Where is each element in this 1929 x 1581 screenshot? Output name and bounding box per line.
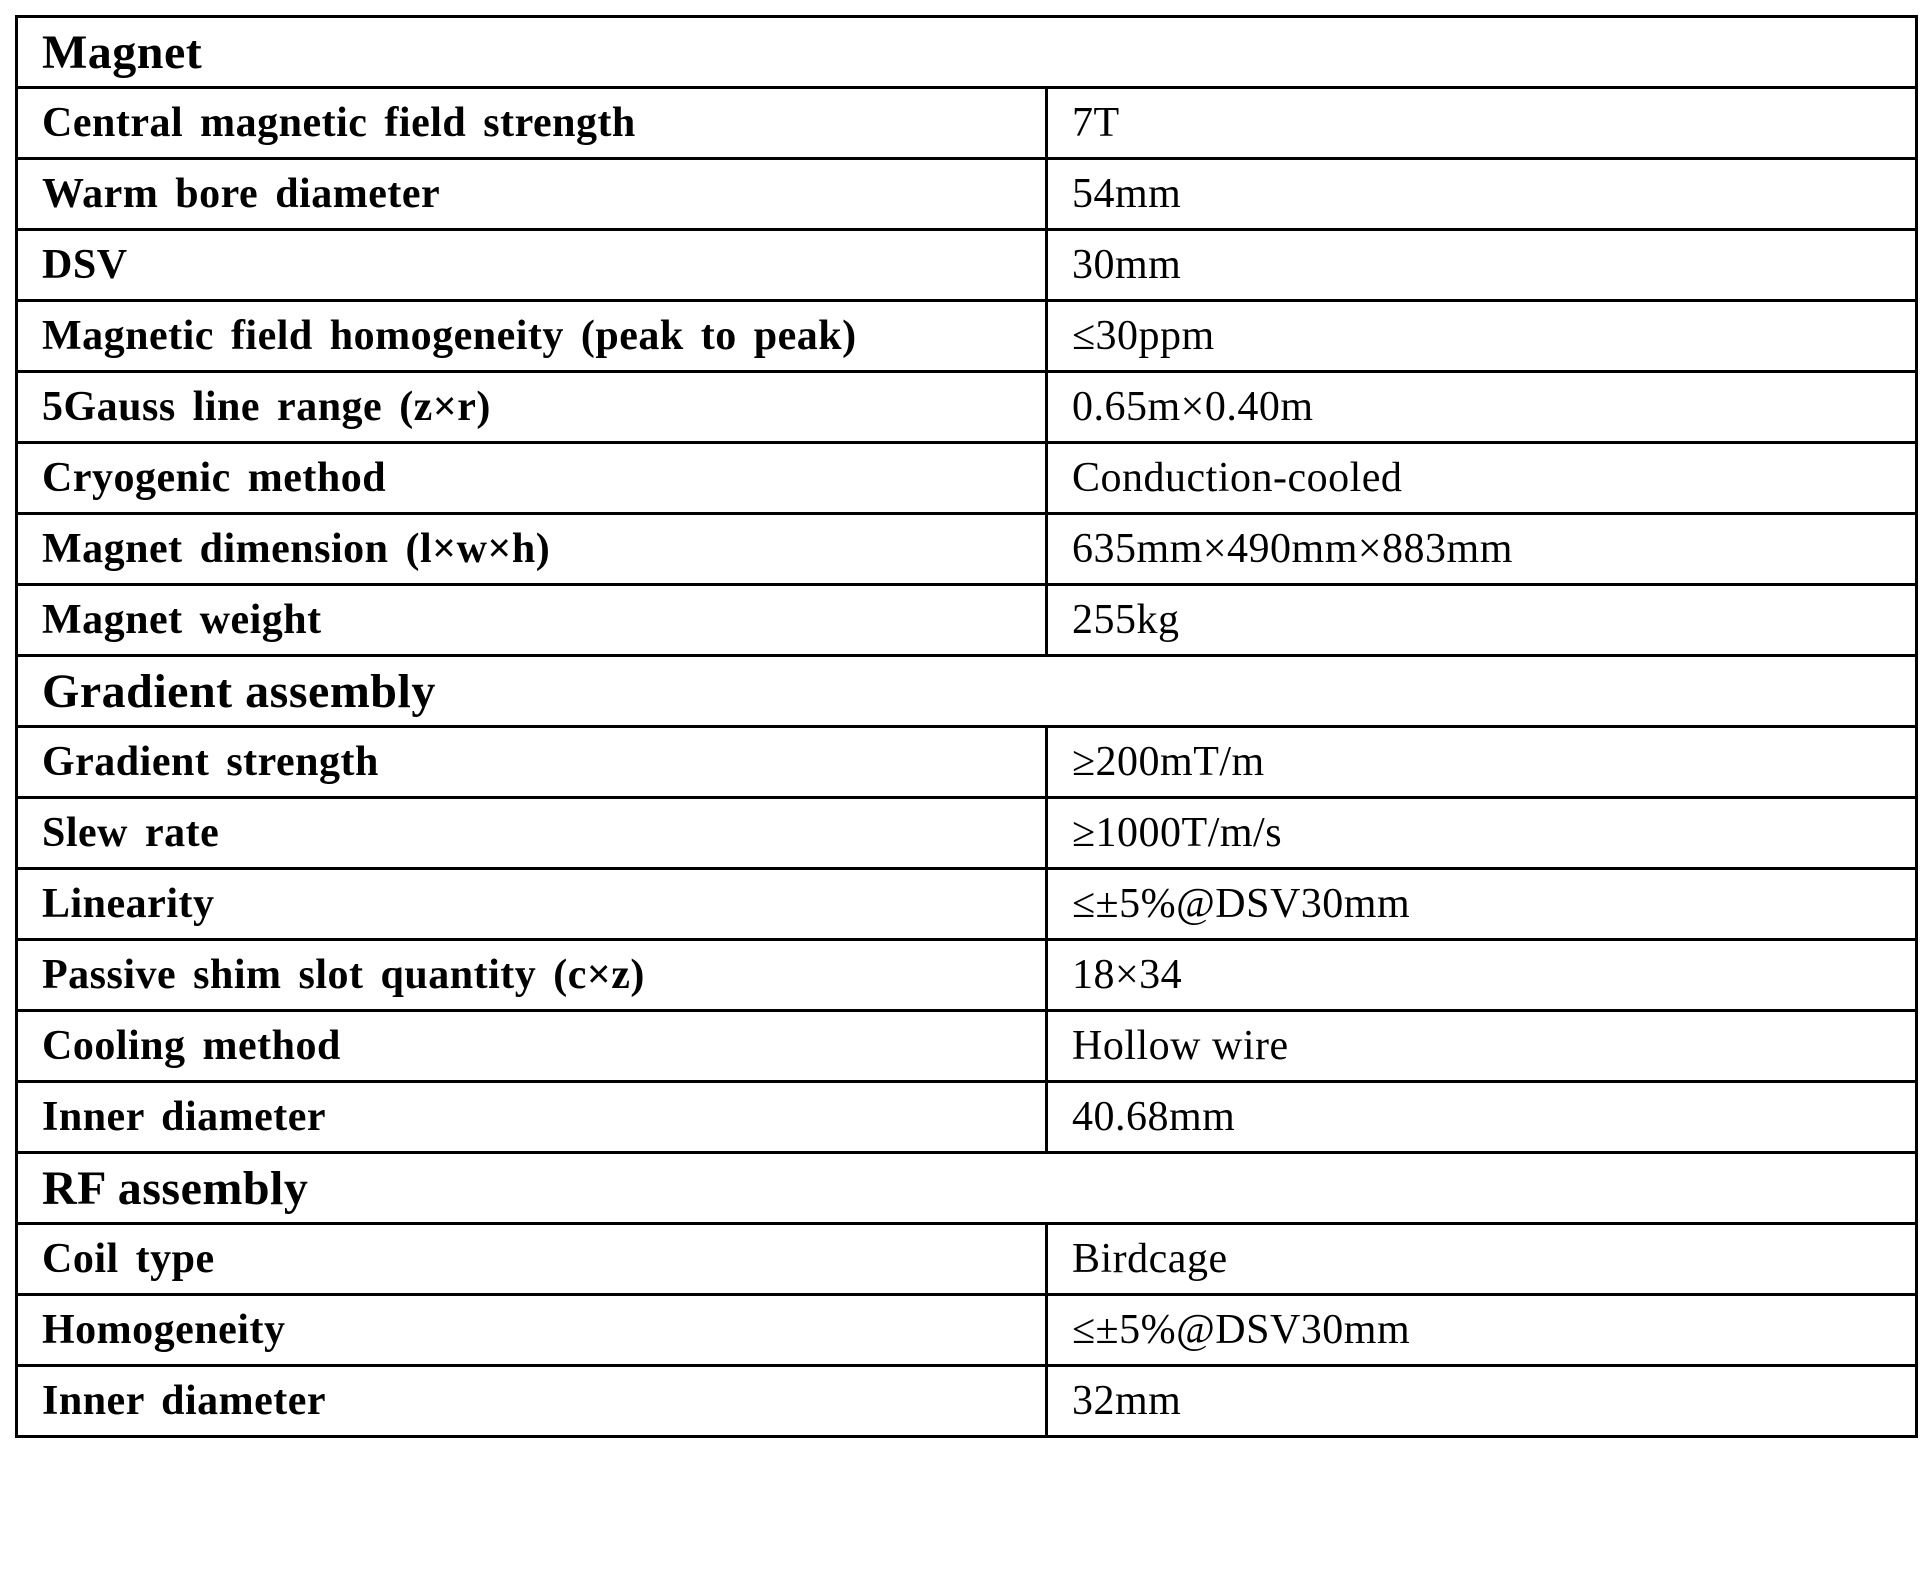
table-row — [17, 940, 1917, 1011]
spec-label: Gradient strength — [17, 727, 1047, 798]
spec-value: 0.65m×0.40m — [1047, 372, 1917, 443]
table-row — [17, 727, 1917, 798]
spec-value: 30mm — [1047, 230, 1917, 301]
spec-value: 635mm×490mm×883mm — [1047, 514, 1917, 585]
section-header-row — [17, 1153, 1917, 1224]
spec-value: 18×34 — [1047, 940, 1917, 1011]
spec-label: Cryogenic method — [17, 443, 1047, 514]
spec-table — [15, 15, 1918, 1438]
spec-label: Warm bore diameter — [17, 159, 1047, 230]
spec-value: ≥1000T/m/s — [1047, 798, 1917, 869]
table-row — [17, 88, 1917, 159]
spec-value: Hollow wire — [1047, 1011, 1917, 1082]
table-row — [17, 869, 1917, 940]
table-row — [17, 372, 1917, 443]
spec-label: DSV — [17, 230, 1047, 301]
spec-value: Birdcage — [1047, 1224, 1917, 1295]
table-row — [17, 798, 1917, 869]
spec-label: Magnetic field homogeneity (peak to peak) — [17, 301, 1047, 372]
spec-label: Central magnetic field strength — [17, 88, 1047, 159]
spec-label: Cooling method — [17, 1011, 1047, 1082]
table-row — [17, 159, 1917, 230]
section-title: RF assembly — [17, 1153, 1917, 1224]
table-row — [17, 1295, 1917, 1366]
table-row — [17, 1011, 1917, 1082]
section-title: Magnet — [17, 17, 1917, 88]
table-row — [17, 514, 1917, 585]
spec-value: ≤±5%@DSV30mm — [1047, 1295, 1917, 1366]
spec-label: Inner diameter — [17, 1366, 1047, 1437]
spec-value: 255kg — [1047, 585, 1917, 656]
spec-value: 54mm — [1047, 159, 1917, 230]
spec-label: 5Gauss line range (z×r) — [17, 372, 1047, 443]
spec-label: Magnet dimension (l×w×h) — [17, 514, 1047, 585]
spec-value: 7T — [1047, 88, 1917, 159]
table-row — [17, 1366, 1917, 1437]
table-row — [17, 585, 1917, 656]
spec-label: Slew rate — [17, 798, 1047, 869]
section-header-row — [17, 656, 1917, 727]
spec-value: Conduction-cooled — [1047, 443, 1917, 514]
spec-value: ≤±5%@DSV30mm — [1047, 869, 1917, 940]
spec-value: 32mm — [1047, 1366, 1917, 1437]
spec-value: 40.68mm — [1047, 1082, 1917, 1153]
table-row — [17, 230, 1917, 301]
spec-label: Magnet weight — [17, 585, 1047, 656]
spec-label: Inner diameter — [17, 1082, 1047, 1153]
spec-label: Linearity — [17, 869, 1047, 940]
table-row — [17, 443, 1917, 514]
spec-label: Passive shim slot quantity (c×z) — [17, 940, 1047, 1011]
table-row — [17, 1224, 1917, 1295]
spec-value: ≤30ppm — [1047, 301, 1917, 372]
table-row — [17, 1082, 1917, 1153]
spec-label: Coil type — [17, 1224, 1047, 1295]
table-row — [17, 301, 1917, 372]
spec-value: ≥200mT/m — [1047, 727, 1917, 798]
section-header-row — [17, 17, 1917, 88]
section-title: Gradient assembly — [17, 656, 1917, 727]
spec-label: Homogeneity — [17, 1295, 1047, 1366]
